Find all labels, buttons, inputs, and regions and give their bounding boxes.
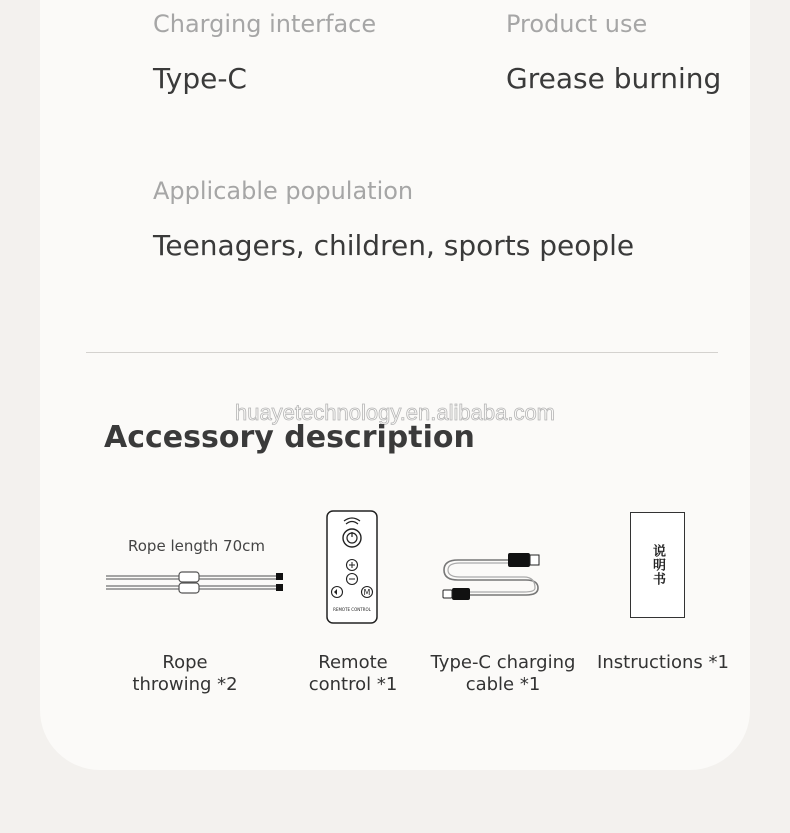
booklet-title: 说明书 <box>650 544 665 586</box>
rope-image <box>100 566 290 596</box>
spec-value: Teenagers, children, sports people <box>153 229 635 262</box>
spec-label: Applicable population <box>153 177 414 205</box>
instructions-booklet-image <box>630 512 685 618</box>
spec-label: Charging interface <box>153 10 377 38</box>
rope-length-note: Rope length 70cm <box>128 537 265 555</box>
spec-value: Type-C <box>153 62 247 95</box>
svg-text:M: M <box>363 588 371 597</box>
accessory-label-remote: Remote control *1 <box>308 652 398 695</box>
svg-text:REMOTE CONTROL: REMOTE CONTROL <box>333 607 371 612</box>
accessory-label-cable: Type-C charging cable *1 <box>430 652 576 695</box>
spec-use <box>506 10 721 95</box>
remote-control-image <box>326 510 378 624</box>
section-title: Accessory description <box>104 420 475 455</box>
accessory-label-instructions: Instructions *1 <box>597 652 729 673</box>
watermark: huayetechnology.en.alibaba.com <box>234 400 556 425</box>
spec-label: Product use <box>506 10 648 38</box>
spec-value: Grease burning <box>506 62 722 95</box>
accessory-label-rope: Rope throwing *2 <box>132 652 238 695</box>
spec-charging <box>153 10 376 95</box>
spec-population <box>153 177 634 262</box>
charging-cable-image <box>438 548 548 604</box>
divider <box>86 352 718 353</box>
